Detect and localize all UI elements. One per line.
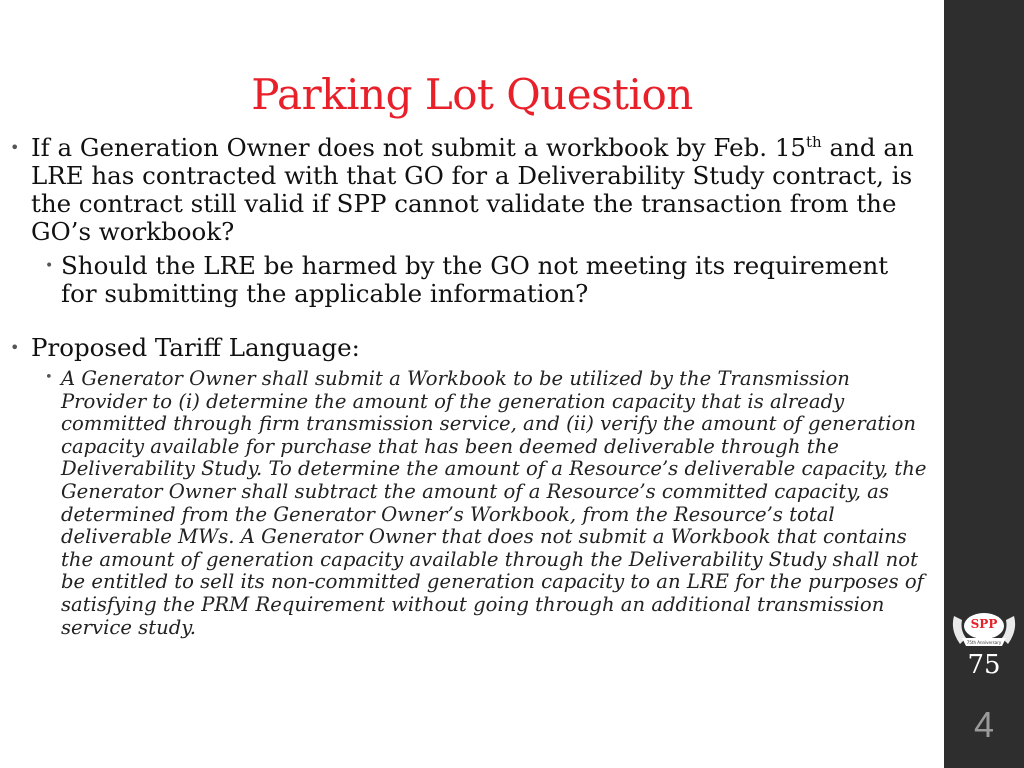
bullet-dot-icon: • — [10, 338, 20, 357]
spacer — [8, 308, 928, 326]
sub-bullet-text: Should the LRE be harmed by the GO not meeting its requirement for submitting the applicable information? — [61, 251, 889, 308]
bullet-superscript: th — [806, 132, 822, 151]
slide-content — [8, 134, 928, 639]
right-sidebar — [944, 0, 1024, 768]
tariff-language-text: A Generator Owner shall submit a Workbook to be utilized by the Transmission Provider to (i) determine the amount of the generation capacity that is already committed through firm transmission service, and (ii) verify the amount of generation capacity available for purchase that has been deemed deliverable through the Deliverability Study. To determine the amount of a Resource’s deliverable capacity, the Generator Owner shall subtract the amount of a Resource’s committed capacity, as determined from the Generator Owner’s Workbook, from the Resource’s total deliverable MWs. A Generator Owner that does not submit a Workbook that contains the amount of generation capacity available through the Deliverability Study shall not be entitled to sell its non-committed generation capacity to an LRE for the purposes of satisfying the PRM Requirement without going through an additional transmission service study. — [61, 367, 927, 639]
logo-anniversary-text: 75th Anniversary — [966, 640, 1002, 645]
slide-title: Parking Lot Question — [251, 70, 693, 119]
tariff-language-quote — [8, 368, 928, 639]
bullet-item — [8, 134, 928, 246]
spp-75th-anniversary-logo-icon — [950, 608, 1018, 652]
bullet-item — [8, 334, 928, 362]
sub-bullet-dot-icon: • — [45, 258, 54, 274]
logo-number: 75 — [967, 650, 1001, 680]
bullet-dot-icon: • — [10, 138, 20, 157]
bullet-text-part1: If a Generation Owner does not submit a workbook by Feb. 15 — [31, 133, 807, 162]
sub-bullet-item — [8, 252, 928, 308]
bullet-text: Proposed Tariff Language: — [31, 333, 360, 362]
bullet-text-part2: and an LRE has contracted with that GO for a Deliverability Study contract, is the contract still valid if SPP cannot validate the transaction from the GO’s workbook? — [31, 133, 914, 246]
logo-brand-text: SPP — [970, 617, 998, 631]
sub-bullet-dot-icon: • — [45, 370, 53, 385]
page-number: 4 — [973, 704, 995, 745]
